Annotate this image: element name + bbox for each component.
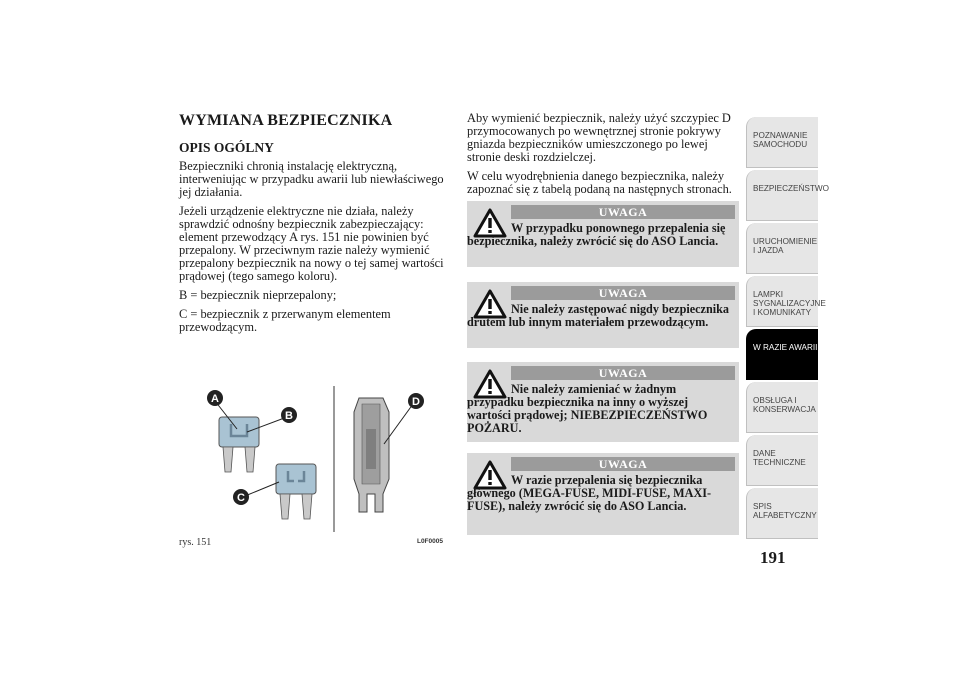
fuse-puller [354, 398, 389, 512]
svg-text:D: D [412, 396, 420, 408]
page-number: 191 [760, 548, 786, 567]
svg-text:A: A [211, 393, 219, 405]
fuse-blown [276, 464, 316, 519]
warning-box-4 [467, 453, 739, 535]
figure-caption: rys. 151 [179, 537, 212, 548]
warning-heading: UWAGA [511, 457, 735, 471]
fuse-illustration [179, 384, 447, 534]
warning-text: Nie należy zastępować nigdy bezpiecznika drutem lub innym materiałem przewodzącym. [467, 302, 730, 329]
warning-box-3 [467, 362, 739, 442]
tab-lampki-sygnalizacyjne[interactable]: LAMPKI SYGNALIZACYJNE I KOMUNIKATY [746, 276, 818, 327]
tab-dane-techniczne[interactable]: DANE TECHNICZNE [746, 435, 818, 486]
paragraph-table: W celu wyodrębnienia danego bezpiecznika, należy zapoznać się z tabelą podaną na następnych stronach. [467, 169, 732, 196]
subsection-title: OPIS OGÓLNY [179, 140, 274, 155]
figure-code: L0F0005 [416, 538, 443, 545]
warning-heading: UWAGA [511, 366, 735, 380]
svg-text:C: C [237, 492, 245, 504]
right-column [467, 112, 739, 202]
fuse-figure [179, 384, 447, 548]
warning-text: W razie przepalenia się bezpiecznika głównego (MEGA-FUSE, MIDI-FUSE, MAXI-FUSE), należy zwrócić się do ASO Lancia. [467, 473, 712, 513]
tab-spis-alfabetyczny[interactable]: SPIS ALFABETYCZNY [746, 488, 818, 539]
left-column [179, 112, 447, 340]
warning-text: W przypadku ponownego przepalenia się bezpiecznika, należy zwrócić się do ASO Lancia. [467, 221, 726, 248]
label-a [207, 390, 223, 406]
tab-poznawanie-samochodu[interactable]: POZNAWANIE SAMOCHODU [746, 117, 818, 168]
svg-text:B: B [285, 410, 293, 422]
label-d [408, 393, 424, 409]
warning-box-1 [467, 201, 739, 267]
section-title: WYMIANA BEZPIECZNIKA [179, 112, 393, 129]
fuse-intact [219, 417, 259, 472]
tab-bezpieczenstwo[interactable]: BEZPIECZEŃSTWO [746, 170, 818, 221]
paragraph-c: C = bezpiecznik z przerwanym elementem przewodzącym. [179, 307, 391, 334]
tab-uruchomienie-i-jazda[interactable]: URUCHOMIENIE I JAZDA [746, 223, 818, 274]
warning-heading: UWAGA [511, 286, 735, 300]
paragraph-pliers: Aby wymienić bezpiecznik, należy użyć szczypiec D przymocowanych po wewnętrznej stronie pokrywy gniazda bezpieczników umieszczonego po lewej stronie deski rozdzielczej. [467, 111, 731, 164]
tab-w-razie-awarii[interactable]: W RAZIE AWARII [746, 329, 818, 380]
label-c [233, 489, 249, 505]
warning-text: Nie należy zamieniać w żadnym przypadku bezpiecznika na inny o wyższej wartości prądowej; NIEBEZPIECZEŃSTWO POŻARU. [467, 382, 708, 435]
paragraph-check: Jeżeli urządzenie elektryczne nie działa, należy sprawdzić odnośny bezpiecznik zabezpieczający: element przewodzący A rys. 151 nie powinien być przepalony. W przeciwnym razie należy wymienić przepalony bezpiecznik na nowy o tej samej wartości prądowej (tego samego koloru). [179, 204, 444, 283]
paragraph-b: B = bezpiecznik nieprzepalony; [179, 288, 337, 302]
warning-box-2 [467, 282, 739, 348]
paragraph-intro: Bezpieczniki chronią instalację elektryczną, interweniując w przypadku awarii lub niewłaściwego jej działania. [179, 159, 444, 199]
tab-obsluga-i-konserwacja[interactable]: OBSŁUGA I KONSERWACJA [746, 382, 818, 433]
warning-heading: UWAGA [511, 205, 735, 219]
label-b [281, 407, 297, 423]
